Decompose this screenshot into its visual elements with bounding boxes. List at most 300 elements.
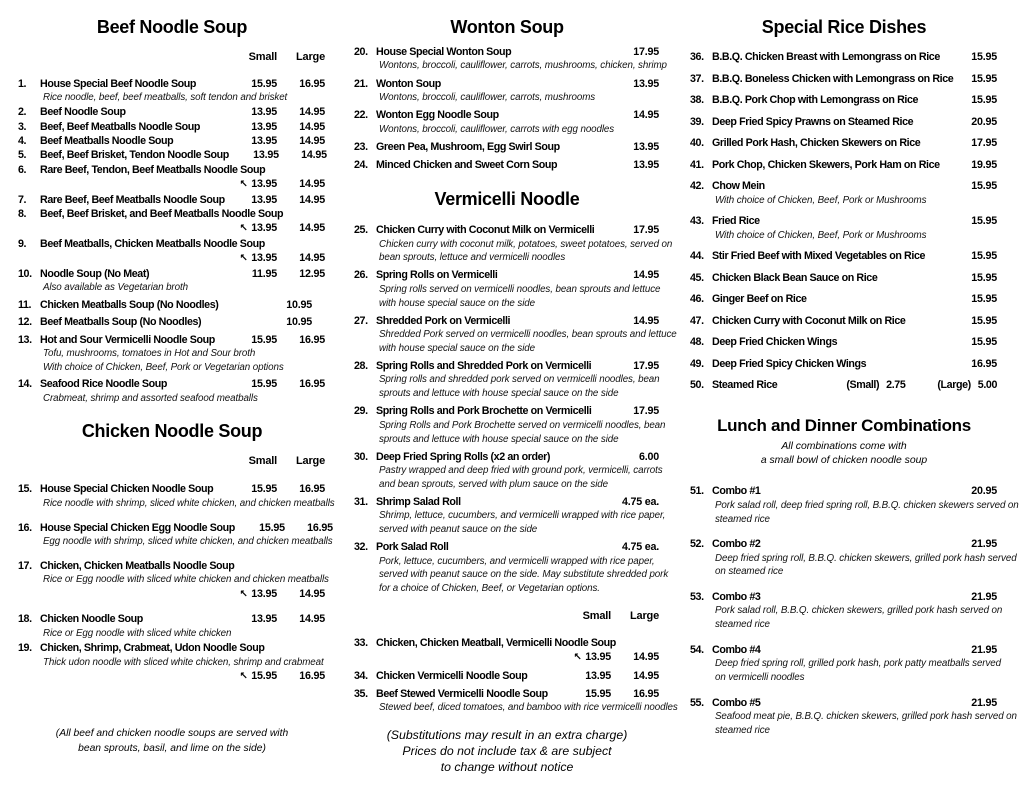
item-name: Combo #2: [712, 538, 761, 551]
section-subtitle: [686, 440, 1002, 467]
item-name: Beef Noodle Soup: [40, 106, 126, 119]
item-price-row: [18, 669, 325, 684]
item-name: Minced Chicken and Sweet Corn Soup: [376, 158, 558, 171]
item-row: [18, 134, 325, 148]
menu-item-23: [354, 140, 659, 154]
northwest-arrow-icon: ↖: [239, 223, 252, 235]
menu-item-55: [690, 696, 1017, 738]
item-description: steamed rice: [715, 513, 770, 525]
item-row: [18, 612, 325, 626]
item-name: Combo #5: [712, 696, 761, 709]
item-name: Chicken, Shrimp, Crabmeat, Udon Noodle Soup: [40, 642, 265, 655]
item-row: [354, 268, 659, 282]
item-name: Beef, Beef Brisket, and Beef Meatballs Noodle Soup: [40, 207, 284, 220]
item-name: Chicken Curry with Coconut Milk on Rice: [712, 314, 906, 327]
item-price-large: 16.95: [299, 333, 325, 346]
item-row: [354, 77, 659, 91]
item-name: Shrimp Salad Roll: [376, 496, 461, 509]
item-row: [690, 378, 997, 393]
item-name: Chicken, Chicken Meatball, Vermicelli Noodle Soup: [376, 636, 616, 649]
menu-item-40: [690, 136, 997, 151]
menu-items: [350, 45, 667, 172]
item-number: 18.: [18, 613, 32, 626]
menu-item-45: [690, 271, 997, 286]
section-title: Wonton Soup: [450, 17, 564, 37]
menu-item-12: [18, 315, 325, 329]
note-line: (All beef and chicken noodle soups are served with: [55, 727, 289, 739]
item-price: 17.95: [633, 46, 659, 58]
item-row: [18, 120, 325, 134]
item-price: 21.95: [971, 643, 997, 656]
item-name: Pork Chop, Chicken Skewers, Pork Ham on Rice: [712, 158, 940, 171]
item-price-small: 13.95: [251, 193, 277, 206]
item-name: Beef Meatballs Soup (No Noodles): [40, 316, 202, 329]
item-name: Deep Fried Chicken Wings: [712, 336, 838, 349]
item-price: 20.95: [971, 115, 997, 128]
item-number: 38.: [690, 94, 704, 106]
item-price: 13.95: [633, 158, 659, 171]
item-row: [690, 93, 997, 108]
item-name: Chicken Meatballs Soup (No Noodles): [40, 298, 219, 311]
item-description: With choice of Chicken, Beef, Pork or Vegetarian options: [43, 361, 284, 373]
item-name: Beef Meatballs, Chicken Meatballs Noodle Soup: [40, 237, 265, 250]
item-name: House Special Beef Noodle Soup: [40, 78, 197, 90]
item-price-large: 14.95: [299, 178, 325, 191]
item-description: Rice noodle with shrimp, sliced white chicken, and chicken meatballs: [43, 497, 335, 509]
item-price-row: [18, 251, 325, 266]
item-row: [354, 540, 659, 554]
item-name: Deep Fried Spicy Prawns on Steamed Rice: [712, 115, 914, 128]
item-price-small: 2.75: [886, 379, 906, 392]
item-price: 13.95: [633, 77, 659, 90]
item-name: House Special Wonton Soup: [376, 46, 512, 58]
item-price-large: 5.00: [977, 379, 997, 392]
item-number: 36.: [690, 51, 704, 63]
item-number: 45.: [690, 271, 704, 284]
item-name: B.B.Q. Pork Chop with Lemongrass on Rice: [712, 94, 919, 106]
item-price-large: 14.95: [299, 587, 325, 600]
item-row: [690, 590, 997, 604]
item-description: Shredded Pork served on vermicelli noodles, bean sprouts and lettuce: [379, 329, 677, 341]
item-name: Chicken, Chicken Meatballs Noodle Soup: [40, 559, 235, 572]
item-name: Chicken Curry with Coconut Milk on Vermicelli: [376, 224, 595, 237]
section-title: Chicken Noodle Soup: [81, 421, 263, 442]
item-price: 15.95: [971, 215, 997, 228]
item-number: 39.: [690, 115, 704, 128]
item-row: [690, 115, 997, 130]
menu-item-24: [354, 158, 659, 172]
item-number: 46.: [690, 293, 704, 306]
item-price-small: ↖ 15.95: [239, 670, 277, 683]
item-price-small: 13.95: [251, 120, 277, 133]
item-price-small: 13.95: [585, 670, 611, 683]
size-label-large: Large: [296, 51, 325, 63]
item-price: 21.95: [971, 591, 997, 604]
item-number: 52.: [690, 538, 704, 551]
item-row: [690, 214, 997, 229]
section-title: Lunch and Dinner Combinations: [717, 416, 971, 436]
price-large-pair: [937, 378, 997, 393]
item-name: Spring Rolls and Shredded Pork on Vermicelli: [376, 360, 592, 373]
item-name: Noodle Soup (No Meat): [40, 267, 150, 280]
item-row: [18, 77, 325, 91]
menu-item-51: [690, 484, 1019, 526]
item-name: Grilled Pork Hash, Chicken Skewers on Rice: [712, 137, 921, 149]
item-description: for a choice of Chicken, Beef, or Vegetarian options.: [379, 583, 600, 595]
item-number: 5.: [18, 149, 27, 162]
item-price-large: 14.95: [299, 134, 325, 147]
item-row: [354, 687, 659, 701]
item-number: 12.: [18, 316, 32, 329]
menu-item-15: [18, 482, 335, 510]
menu-item-32: [354, 540, 669, 596]
item-description: Deep fried spring roll, B.B.Q. chicken skewers, grilled pork hash served: [715, 552, 1017, 564]
menu-item-34: [354, 669, 659, 683]
menu-item-14: [18, 377, 325, 405]
item-number: 41.: [690, 158, 704, 171]
item-number: 44.: [690, 250, 704, 263]
item-row: [690, 696, 997, 710]
item-name: Ginger Beef on Rice: [712, 293, 807, 306]
item-row: [690, 357, 997, 372]
item-number: 21.: [354, 77, 368, 90]
menu-items: [14, 77, 330, 405]
item-price-row: [18, 177, 325, 192]
item-name: Stir Fried Beef with Mixed Vegetables on Rice: [712, 250, 926, 263]
menu-item-39: [690, 115, 997, 130]
item-price-small: 11.95: [251, 267, 277, 280]
item-row: [354, 314, 659, 328]
item-name: Chicken Vermicelli Noodle Soup: [376, 670, 528, 683]
item-row: [18, 163, 325, 177]
item-row: [18, 315, 325, 329]
size-label-large: Large: [296, 455, 325, 468]
item-description: Rice noodle, beef, beef meatballs, soft tendon and brisket: [43, 92, 288, 104]
item-price: 4.75 ea.: [621, 541, 659, 554]
item-number: 27.: [354, 314, 368, 327]
item-description: Pork salad roll, B.B.Q. chicken skewers, grilled pork hash served on: [715, 605, 1003, 617]
item-name: Beef, Beef Brisket, Tendon Noodle Soup: [40, 149, 229, 162]
item-description: served with peanut sauce on the side. May substitute shredded pork: [379, 569, 669, 581]
item-name: Seafood Rice Noodle Soup: [40, 378, 167, 391]
item-description: Egg noodle with shrimp, sliced white chicken, and chicken meatballs: [43, 535, 333, 547]
item-row: [18, 148, 325, 162]
item-name: Spring Rolls and Pork Brochette on Vermicelli: [376, 405, 592, 418]
size-label-small: Small: [248, 51, 277, 63]
menu-item-42: [690, 179, 997, 208]
item-description: Pork, lettuce, cucumbers, and vermicelli wrapped with rice paper,: [379, 555, 655, 567]
item-price: 19.95: [971, 158, 997, 171]
size-header: [14, 51, 330, 63]
northwest-arrow-icon: ↖: [573, 652, 586, 664]
item-number: 19.: [18, 642, 32, 655]
item-number: 10.: [18, 267, 32, 280]
menu-item-21: [354, 77, 659, 105]
item-row: [690, 158, 997, 173]
menu-item-49: [690, 357, 997, 372]
item-name: Chicken Noodle Soup: [40, 613, 143, 626]
item-description: on vermicelli noodles: [715, 671, 805, 683]
item-price-large: 16.95: [299, 78, 325, 90]
item-name: Fried Rice: [712, 215, 760, 228]
section-title: Special Rice Dishes: [761, 17, 927, 37]
northwest-arrow-icon: ↖: [239, 671, 252, 683]
item-row: [354, 450, 659, 464]
item-description: on steamed rice: [715, 566, 784, 578]
menu-item-18: [18, 612, 325, 640]
menu-item-28: [354, 359, 659, 401]
item-price: 15.95: [971, 336, 997, 349]
item-number: 16.: [18, 521, 32, 534]
item-number: 31.: [354, 496, 368, 509]
menu-item-46: [690, 292, 997, 307]
item-price: 16.95: [971, 357, 997, 370]
item-row: [690, 484, 997, 498]
item-number: 33.: [354, 636, 368, 649]
item-price-small: ↖ 13.95: [239, 178, 277, 191]
size-label-small: Small: [248, 455, 277, 468]
item-name: Chow Mein: [712, 180, 765, 192]
item-row: [18, 333, 325, 347]
item-price-large: 14.95: [299, 222, 325, 235]
menu-item-22: [354, 108, 659, 136]
item-price-small: 13.95: [253, 149, 279, 162]
item-number: 53.: [690, 591, 704, 604]
menu-item-41: [690, 158, 997, 173]
menu-item-43: [690, 214, 997, 243]
item-number: 15.: [18, 483, 32, 496]
item-price-large: 14.95: [299, 193, 325, 206]
item-price-large: 14.95: [299, 120, 325, 133]
price-small-pair: [846, 378, 905, 393]
item-number: 9.: [18, 237, 27, 250]
item-row: [18, 193, 325, 207]
item-price-large: 16.95: [299, 378, 325, 391]
item-row: [18, 559, 325, 573]
item-price-large: 12.95: [299, 267, 325, 280]
item-number: 34.: [354, 670, 368, 683]
menu-item-17: [18, 559, 329, 603]
menu-items: [350, 223, 677, 596]
item-description: served with peanut sauce on the side: [379, 524, 538, 536]
menu-item-8: [18, 207, 325, 237]
item-name: Chicken Black Bean Sauce on Rice: [712, 271, 878, 284]
item-number: 7.: [18, 193, 27, 206]
item-name: House Special Chicken Egg Noodle Soup: [40, 521, 235, 534]
size-header: [14, 455, 330, 467]
item-description: Rice or Egg noodle with sliced white chicken: [43, 627, 232, 639]
item-price-large: 14.95: [299, 613, 325, 626]
item-number: 37.: [690, 72, 704, 85]
note-line: (Substitutions may result in an extra charge): [386, 728, 628, 743]
item-price-small: 15.95: [251, 483, 277, 496]
item-price-large: 16.95: [633, 688, 659, 701]
item-row: [354, 108, 659, 122]
item-description: with house special sauce on the side: [379, 342, 535, 354]
item-number: 47.: [690, 314, 704, 327]
item-price-row: [354, 650, 659, 665]
item-price-large: 16.95: [307, 521, 333, 534]
item-number: 17.: [18, 559, 32, 572]
item-row: [354, 223, 659, 237]
menu-item-16: [18, 521, 333, 549]
column-footnote: [14, 727, 330, 757]
item-name: Rare Beef, Tendon, Beef Meatballs Noodle Soup: [40, 163, 266, 176]
menu-item-54: [690, 643, 1001, 685]
item-number: 22.: [354, 109, 368, 122]
item-price: 17.95: [633, 224, 659, 237]
item-price-large: 14.95: [301, 149, 327, 162]
item-name: Hot and Sour Vermicelli Noodle Soup: [40, 333, 215, 346]
item-name: Steamed Rice: [712, 379, 778, 392]
item-number: 2.: [18, 106, 27, 119]
menu-item-33: [354, 636, 659, 666]
item-description: steamed rice: [715, 619, 770, 631]
item-number: 23.: [354, 140, 368, 153]
item-price: 15.95: [971, 72, 997, 85]
item-row: [690, 643, 997, 657]
menu-item-9: [18, 237, 325, 267]
menu-item-27: [354, 314, 677, 356]
item-number: 28.: [354, 360, 368, 373]
item-price-large: 14.95: [299, 106, 325, 119]
pricing-disclaimer: [350, 727, 664, 775]
item-name: Deep Fried Spicy Chicken Wings: [712, 357, 867, 370]
item-name: Combo #1: [712, 485, 761, 498]
item-description: Tofu, mushrooms, tomatoes in Hot and Sour broth: [43, 347, 256, 359]
note-line: Prices do not include tax & are subject: [402, 744, 612, 759]
item-row: [354, 359, 659, 373]
item-description: steamed rice: [715, 724, 770, 736]
item-name: Shredded Pork on Vermicelli: [376, 314, 511, 327]
item-description: Thick udon noodle with sliced white chicken, shrimp and crabmeat: [43, 656, 324, 668]
item-price: 17.95: [633, 360, 659, 373]
item-name: Combo #4: [712, 643, 761, 656]
item-description: and bean sprouts, served with plum sauce on the side: [379, 478, 608, 490]
item-name: Beef Meatballs Noodle Soup: [40, 134, 174, 147]
item-name: Rare Beef, Beef Meatballs Noodle Soup: [40, 193, 225, 206]
item-row: [690, 50, 997, 65]
item-description: Spring rolls served on vermicelli noodles, bean sprouts and lettuce: [379, 283, 661, 295]
item-price: 15.95: [971, 180, 997, 192]
item-price: 15.95: [971, 314, 997, 327]
menu-items: [686, 484, 1019, 737]
item-price: 15.95: [971, 94, 997, 106]
item-price-small: 15.95: [251, 378, 277, 391]
item-description: bean sprouts, lettuce and vermicelli noodles: [379, 252, 566, 264]
item-number: 35.: [354, 688, 368, 701]
menu-column-left: [14, 0, 335, 756]
item-number: 40.: [690, 137, 704, 149]
menu-item-26: [354, 268, 659, 310]
item-description: Also available as Vegetarian broth: [43, 281, 188, 293]
item-price: 10.95: [286, 298, 312, 311]
menu-item-25: [354, 223, 673, 265]
item-price: 14.95: [633, 269, 659, 282]
item-price-large: 14.95: [299, 252, 325, 265]
item-number: 49.: [690, 357, 704, 370]
menu-item-31: [354, 495, 666, 537]
size-label-small: Small: [582, 609, 611, 622]
item-name: Green Pea, Mushroom, Egg Swirl Soup: [376, 140, 560, 153]
menu-item-7: [18, 193, 325, 207]
northwest-arrow-icon: ↖: [239, 179, 252, 191]
item-description: Pork salad roll, deep fried spring roll, B.B.Q. chicken skewers served on: [715, 499, 1019, 511]
menu-items: [350, 636, 678, 715]
item-price-small: ↖ 13.95: [239, 252, 277, 265]
item-number: 14.: [18, 378, 32, 391]
note-line: All combinations come with: [781, 441, 907, 453]
item-price-large: 16.95: [299, 670, 325, 683]
item-price: 21.95: [971, 696, 997, 709]
item-name: House Special Chicken Noodle Soup: [40, 483, 214, 496]
item-price: 17.95: [633, 405, 659, 418]
item-row: [354, 158, 659, 172]
item-price: 15.95: [971, 271, 997, 284]
item-price: 20.95: [971, 485, 997, 498]
menu-item-2: [18, 105, 325, 119]
menu-item-36: [690, 50, 997, 65]
item-price: 15.95: [971, 293, 997, 306]
northwest-arrow-icon: ↖: [239, 588, 252, 600]
menu-item-44: [690, 249, 997, 264]
item-price-small: 15.95: [585, 688, 611, 701]
item-price-large: 14.95: [633, 651, 659, 664]
item-number: 26.: [354, 269, 368, 282]
item-description: Spring Rolls and Pork Brochette served on vermicelli noodles, bean: [379, 419, 666, 431]
size-header: [350, 610, 664, 622]
item-description: sprouts and lettuce with house special sauce on the side: [379, 388, 619, 400]
menu-item-47: [690, 314, 997, 329]
item-number: 1.: [18, 78, 27, 90]
item-price: 13.95: [633, 140, 659, 153]
item-number: 43.: [690, 215, 704, 228]
item-number: 25.: [354, 224, 368, 237]
item-price-small: ↖ 13.95: [239, 587, 277, 600]
item-row: [690, 136, 997, 151]
item-description: Seafood meat pie, B.B.Q. chicken skewers, grilled pork hash served on: [715, 711, 1017, 723]
item-price-small: 13.95: [251, 613, 277, 626]
item-price-small: ↖ 13.95: [573, 651, 611, 664]
item-price: 17.95: [971, 137, 997, 149]
item-price-row: [18, 587, 325, 602]
item-price-small: 15.95: [251, 333, 277, 346]
menu-item-35: [354, 687, 678, 715]
item-row: [18, 298, 325, 312]
item-number: 20.: [354, 46, 368, 58]
item-description: Shrimp, lettuce, cucumbers, and vermicelli wrapped with rice paper,: [379, 510, 666, 522]
item-price: 10.95: [286, 316, 312, 329]
item-row: [354, 495, 659, 509]
item-description: With choice of Chicken, Beef, Pork or Mushrooms: [715, 230, 927, 242]
item-row: [690, 249, 997, 264]
menu-column-right: [686, 0, 1019, 737]
item-number: 30.: [354, 450, 368, 463]
note-line: to change without notice: [440, 760, 574, 775]
item-price: 14.95: [633, 314, 659, 327]
item-number: 54.: [690, 643, 704, 656]
item-row: [18, 267, 325, 281]
menu-items: [14, 482, 335, 684]
item-number: 32.: [354, 541, 368, 554]
item-row: [690, 72, 997, 87]
item-price-small: ↖ 13.95: [239, 222, 277, 235]
item-description: with house special sauce on the side: [379, 297, 535, 309]
note-line: a small bowl of chicken noodle soup: [760, 454, 928, 466]
item-name: Spring Rolls on Vermicelli: [376, 269, 498, 282]
item-number: 13.: [18, 333, 32, 346]
item-name: Pork Salad Roll: [376, 541, 449, 554]
